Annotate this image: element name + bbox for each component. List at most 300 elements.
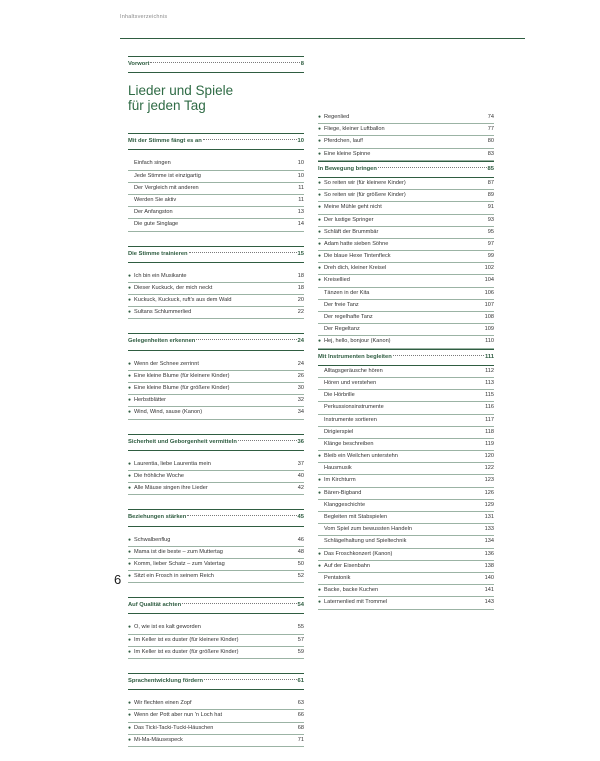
toc-entry[interactable]: [128, 459, 304, 471]
bullet-icon: ●: [318, 599, 322, 606]
bullet-icon: ●: [318, 126, 322, 133]
toc-entry[interactable]: [318, 390, 494, 402]
toc-section: [128, 509, 304, 583]
toc-section-heading[interactable]: [128, 600, 304, 611]
toc-entry-page: 8: [300, 61, 304, 67]
toc-entry-label: Mit Instrumenten begleiten: [318, 353, 392, 360]
toc-entry-page: 87: [487, 179, 494, 186]
toc-entry[interactable]: [318, 585, 494, 597]
bullet-icon: ●: [128, 372, 132, 379]
toc-entry-label: Tänzen in der Kita: [324, 289, 370, 296]
bullet-icon: ●: [318, 240, 322, 247]
vorwort-box: [128, 56, 304, 73]
toc-entry-label: Alltagsgeräusche hören: [324, 367, 383, 374]
toc-entry-label: Sicherheit und Geborgenheit vermitteln: [128, 438, 237, 445]
toc-entry-page: 63: [297, 700, 304, 707]
toc-entry-label: Bären-Bigband: [324, 489, 362, 496]
toc-entry[interactable]: [128, 483, 304, 495]
toc-entry[interactable]: [128, 383, 304, 395]
toc-entry-page: 80: [487, 138, 494, 145]
toc-entry-page: 68: [297, 724, 304, 731]
toc-entry-label: Dieser Kuckuck, der mich neckt: [134, 284, 213, 291]
toc-entry-label: Eine kleine Blume (für größere Kinder): [134, 385, 230, 391]
right-sections: [318, 112, 494, 610]
toc-entry-page: 24: [297, 338, 304, 345]
dot-leader: [196, 339, 296, 340]
toc-entry[interactable]: [318, 336, 494, 348]
left-sections: [128, 133, 304, 747]
bullet-icon: ●: [128, 648, 132, 655]
toc-section-heading[interactable]: [318, 352, 494, 363]
toc-entry-page: 15: [297, 250, 304, 257]
toc-heading-box: [128, 333, 304, 350]
toc-entry[interactable]: [318, 124, 494, 136]
toc-entry-page: 48: [297, 548, 304, 555]
toc-entry[interactable]: [128, 698, 304, 710]
toc-entry-label: Die gute Singlage: [134, 221, 179, 228]
toc-entry-label: Dreh dich, kleiner Kreisel: [324, 265, 387, 272]
bullet-icon: ●: [128, 700, 132, 707]
toc-entry[interactable]: [128, 407, 304, 419]
toc-entry[interactable]: [318, 215, 494, 227]
header-rule: [120, 38, 525, 39]
toc-entry[interactable]: [128, 359, 304, 371]
dot-leader: [150, 62, 299, 63]
toc-entry-label: Sprachentwicklung fördern: [128, 678, 204, 684]
toc-entry[interactable]: [318, 488, 494, 500]
toc-entry[interactable]: [318, 524, 494, 536]
toc-entry[interactable]: [128, 535, 304, 547]
toc-section-heading[interactable]: [318, 164, 494, 175]
toc-entry-label: Meine Mühle geht nicht: [324, 204, 382, 211]
toc-entry[interactable]: [128, 723, 304, 735]
toc-entry-page: 131: [484, 514, 494, 520]
toc-entry-page: 50: [297, 560, 304, 567]
toc-entry[interactable]: [128, 635, 304, 647]
toc-entry-page: 55: [297, 624, 304, 631]
toc-section-heading[interactable]: [128, 676, 304, 687]
bullet-icon: ●: [318, 453, 322, 460]
toc-entry-label: Regenlied: [324, 114, 350, 120]
toc-entry-page: 116: [485, 404, 494, 411]
bullet-icon: ●: [128, 272, 132, 279]
toc-section: [128, 333, 304, 419]
toc-entry[interactable]: [318, 136, 494, 148]
bullet-icon: ●: [128, 409, 132, 416]
toc-entry[interactable]: [318, 439, 494, 451]
toc-entry-page: 136: [484, 550, 494, 557]
toc-entry-label: Wenn der Schnee zerrinnt: [134, 360, 199, 367]
toc-heading-box: [128, 673, 304, 690]
toc-entry-page: 37: [297, 460, 304, 467]
toc-entry-page: 85: [487, 165, 494, 172]
toc-entry[interactable]: [318, 463, 494, 475]
toc-entry-page: 11: [298, 184, 304, 191]
toc-entry-page: 30: [297, 385, 304, 391]
main-title-line-2: für jeden Tag: [128, 98, 206, 114]
toc-entry[interactable]: [318, 415, 494, 427]
toc-entry[interactable]: [128, 171, 304, 183]
toc-entry-page: 102: [484, 265, 494, 272]
bullet-icon: ●: [318, 477, 322, 484]
toc-entry[interactable]: [128, 710, 304, 722]
toc-entry[interactable]: [318, 561, 494, 573]
toc-entry[interactable]: [318, 378, 494, 390]
toc-entry-label: Laurentia, liebe Laurentia mein: [134, 460, 211, 467]
toc-entry-label: Das Ticki-Tacki-Tucki-Häuschen: [134, 724, 214, 731]
toc-entry-page: 42: [297, 485, 304, 492]
toc-entry-label: Der Vergleich mit anderen: [134, 184, 199, 191]
toc-left-column: [128, 56, 304, 761]
toc-entry-label: Werden Sie aktiv: [134, 196, 177, 203]
toc-entry-label: Wenn der Pott aber nun 'n Loch hat: [134, 712, 223, 719]
toc-entry-page: 20: [297, 297, 304, 304]
toc-entry-label: Kuckuck, Kuckuck, ruft's aus dem Wald: [134, 297, 232, 304]
toc-entry[interactable]: [318, 251, 494, 263]
toc-section-heading[interactable]: [128, 336, 304, 347]
toc-entry[interactable]: [318, 324, 494, 336]
toc-entry-page: 107: [484, 301, 494, 308]
toc-entry-label: Der lustige Springer: [324, 216, 374, 223]
toc-entry-label: In Bewegung bringen: [318, 165, 377, 172]
toc-entry-label: Mit der Stimme fängt es an: [128, 138, 202, 145]
toc-entry-page: 89: [487, 192, 494, 199]
bullet-icon: ●: [128, 297, 132, 304]
toc-entry[interactable]: [128, 395, 304, 407]
dot-leader: [378, 167, 487, 168]
toc-entry-label: Klänge beschreiben: [324, 440, 374, 447]
toc-entry-page: 99: [487, 253, 494, 260]
toc-entry[interactable]: [318, 475, 494, 487]
toc-entry[interactable]: [318, 366, 494, 378]
bullet-icon: ●: [318, 228, 322, 235]
bullet-icon: ●: [128, 397, 132, 404]
bullet-icon: ●: [128, 624, 132, 631]
toc-entry-page: 14: [297, 221, 304, 228]
toc-entry[interactable]: [318, 288, 494, 300]
toc-entry[interactable]: [318, 512, 494, 524]
toc-entry-page: 123: [484, 477, 494, 484]
toc-entry-page: 113: [485, 379, 494, 386]
toc-entry-page: 77: [487, 126, 494, 133]
toc-entry-page: 10: [297, 160, 304, 167]
toc-entry-label: Schläft der Brummbär: [324, 228, 379, 235]
toc-entry-label: Mama ist die beste – zum Muttertag: [134, 548, 223, 555]
toc-entry-label: Im Kirchturm: [324, 477, 356, 484]
toc-entry[interactable]: [318, 275, 494, 287]
toc-entry-page: 71: [297, 736, 304, 743]
bullet-icon: ●: [318, 114, 322, 120]
toc-entry[interactable]: [318, 239, 494, 251]
dot-leader: [204, 679, 296, 680]
toc-section: [318, 349, 494, 610]
bullet-icon: ●: [318, 216, 322, 223]
bullet-icon: ●: [128, 736, 132, 743]
dot-leader: [182, 603, 296, 604]
toc-entry[interactable]: [128, 271, 304, 283]
toc-entry-label: Adam hatte sieben Söhne: [324, 240, 389, 247]
main-title-line-1: Lieder und Spiele: [128, 83, 234, 99]
toc-entry[interactable]: [128, 307, 304, 319]
main-title: [128, 83, 304, 113]
toc-entry-label: Auf Qualität achten: [128, 602, 182, 609]
toc-entry-page: 108: [484, 314, 494, 320]
toc-entry-page: 32: [297, 397, 304, 404]
toc-entry-page: 74: [487, 114, 494, 120]
toc-entry-label: Mi-Ma-Mäusespeck: [134, 736, 183, 743]
toc-entry-page: 13: [297, 209, 304, 216]
bullet-icon: ●: [318, 204, 322, 211]
toc-entry[interactable]: [318, 190, 494, 202]
toc-entry-label: Instrumente sortieren: [324, 416, 377, 423]
bullet-icon: ●: [318, 179, 322, 186]
toc-entry[interactable]: [128, 183, 304, 195]
toc-heading-box: [128, 509, 304, 526]
toc-heading-box: [318, 349, 494, 366]
dot-leader: [187, 515, 296, 516]
toc-entry-label: Sitzt ein Frosch in seinem Reich: [134, 573, 214, 580]
toc-entry-page: 97: [487, 240, 494, 247]
toc-entry-label: Ich bin ein Musikante: [134, 272, 187, 279]
toc-entry[interactable]: [318, 500, 494, 512]
bullet-icon: ●: [318, 489, 322, 496]
bullet-icon: ●: [318, 550, 322, 557]
toc-entry[interactable]: [128, 471, 304, 483]
toc-section-heading[interactable]: [128, 136, 304, 147]
bullet-icon: ●: [128, 548, 132, 555]
bullet-icon: ●: [318, 277, 322, 284]
toc-entry-page: 26: [297, 372, 304, 379]
toc-entry-page: 126: [484, 489, 494, 496]
toc-entry-label: Begleiten mit Stabspielen: [324, 514, 388, 520]
toc-entry-label: Fliege, kleiner Luftballon: [324, 126, 385, 133]
toc-entry-label: Hej, hello, bonjour (Kanon): [324, 338, 391, 345]
toc-entry-label: Herbstblätter: [134, 397, 167, 404]
toc-entry-label: Die fröhliche Woche: [134, 472, 184, 479]
toc-entry[interactable]: [318, 202, 494, 214]
toc-entry-label: Der freie Tanz: [324, 301, 359, 308]
toc-entry[interactable]: [318, 312, 494, 324]
toc-entry-label: Klanggeschichte: [324, 501, 366, 508]
toc-entry[interactable]: [318, 149, 494, 161]
toc-entry[interactable]: [318, 402, 494, 414]
toc-entry-label: Wir flechten einen Zopf: [134, 700, 192, 707]
toc-entry-page: 110: [485, 338, 494, 345]
toc-heading-box: [128, 133, 304, 150]
toc-entry-label: Im Keller ist es duster (für größere Kinder): [134, 648, 239, 655]
bullet-icon: ●: [318, 562, 322, 569]
bullet-icon: ●: [128, 485, 132, 492]
toc-section: [318, 112, 494, 161]
bullet-icon: ●: [318, 150, 322, 157]
toc-entry-label: Der regelhafte Tanz: [324, 314, 373, 320]
toc-entry[interactable]: [128, 547, 304, 559]
toc-section: [128, 597, 304, 659]
toc-entry-label: Wind, Wind, sause (Kanon): [134, 409, 203, 416]
toc-entry-label: Perkussionsinstrumente: [324, 404, 384, 411]
bullet-icon: ●: [318, 338, 322, 345]
toc-entry[interactable]: [318, 573, 494, 585]
toc-entry-label: Die Stimme trainieren: [128, 250, 188, 257]
toc-entry-label: Schlägelhaltung und Spieltechnik: [324, 538, 407, 545]
bullet-icon: ●: [128, 284, 132, 291]
toc-entry-page: 112: [485, 367, 494, 374]
toc-entry-label: Komm, lieber Schatz – zum Vatertag: [134, 560, 225, 567]
toc-section-heading[interactable]: [128, 512, 304, 523]
bullet-icon: ●: [128, 573, 132, 580]
toc-right-column: [318, 112, 494, 610]
toc-entry-page: 46: [297, 536, 304, 543]
toc-entry[interactable]: [128, 647, 304, 659]
toc-entry[interactable]: [128, 571, 304, 583]
toc-entry-page: 138: [484, 562, 494, 569]
toc-entry-label: Das Froschkonzert (Kanon): [324, 550, 393, 557]
toc-entry[interactable]: [128, 622, 304, 634]
toc-entry-label: Jede Stimme ist einzigartig: [134, 172, 201, 179]
toc-section: [318, 161, 494, 349]
toc-entry-label: Gelegenheiten erkennen: [128, 338, 196, 345]
toc-entry-page: 57: [297, 636, 304, 643]
toc-entry[interactable]: [128, 207, 304, 219]
toc-entry-label: Auf der Eisenbahn: [324, 562, 371, 569]
bullet-icon: ●: [128, 560, 132, 567]
toc-entry-label: Pentatonik: [324, 574, 351, 581]
toc-entry[interactable]: [318, 549, 494, 561]
toc-entry-label: So reiten wir (für größere Kinder): [324, 192, 406, 199]
toc-entry-page: 117: [485, 416, 494, 423]
toc-entry-page: 18: [297, 272, 304, 279]
toc-entry-page: 11: [298, 196, 304, 203]
toc-entry-label: Beziehungen stärken: [128, 514, 187, 521]
toc-entry-label: Die blaue Hexe Tintenfleck: [324, 253, 391, 260]
toc-entry-page: 106: [484, 289, 494, 296]
toc-entry-vorwort[interactable]: [128, 59, 304, 70]
toc-entry-page: 115: [485, 392, 494, 399]
toc-entry-label: Sultans Schlummerlied: [134, 309, 192, 316]
toc-entry-label: Im Keller ist es duster (für kleinere Kinder): [134, 636, 239, 643]
toc-entry-page: 104: [484, 277, 494, 284]
toc-entry-page: 61: [297, 678, 304, 684]
toc-entry-page: 122: [484, 465, 494, 472]
toc-entry[interactable]: [128, 219, 304, 231]
toc-entry-label: So reiten wir (für kleinere Kinder): [324, 179, 406, 186]
toc-entry[interactable]: [318, 112, 494, 124]
toc-entry-page: 133: [484, 526, 494, 533]
toc-heading-box: [318, 161, 494, 178]
bullet-icon: ●: [318, 253, 322, 260]
toc-entry-label: Schwalbenflug: [134, 536, 171, 543]
toc-entry[interactable]: [318, 300, 494, 312]
page-number: 6: [114, 572, 122, 587]
toc-entry-label: Hausmusik: [324, 465, 352, 472]
toc-entry-label: Dirigierspiel: [324, 428, 354, 435]
bullet-icon: ●: [318, 138, 322, 145]
toc-entry-page: 109: [484, 326, 494, 333]
bullet-icon: ●: [128, 536, 132, 543]
bullet-icon: ●: [128, 460, 132, 467]
toc-entry-label: Der Regeltanz: [324, 326, 360, 333]
bullet-icon: ●: [128, 472, 132, 479]
toc-entry-page: 40: [297, 472, 304, 479]
toc-entry-label: Der Anfangston: [134, 209, 173, 216]
toc-entry-page: 95: [487, 228, 494, 235]
toc-entry-page: 118: [485, 428, 494, 435]
toc-entry[interactable]: [128, 735, 304, 747]
toc-section: [128, 673, 304, 747]
toc-entry[interactable]: [318, 597, 494, 609]
dot-leader: [393, 355, 484, 356]
toc-entry[interactable]: [128, 295, 304, 307]
toc-entry[interactable]: [128, 195, 304, 207]
toc-entry-page: 45: [297, 514, 304, 521]
toc-entry-label: Pferdchen, lauf!: [324, 138, 364, 145]
toc-entry[interactable]: [128, 158, 304, 170]
toc-entry-page: 59: [297, 648, 304, 655]
bullet-icon: ●: [318, 587, 322, 594]
toc-entry-page: 52: [297, 573, 304, 580]
toc-entry[interactable]: [128, 371, 304, 383]
toc-entry-page: 119: [485, 440, 494, 447]
toc-entry-page: 54: [297, 602, 304, 609]
toc-entry-page: 91: [487, 204, 494, 211]
toc-entry-label: Alle Mäuse singen ihre Lieder: [134, 485, 208, 492]
toc-section: [128, 133, 304, 231]
toc-entry-page: 140: [484, 574, 494, 581]
dot-leader: [189, 252, 297, 253]
toc-entry-label: Vom Spiel zum bewussten Handeln: [324, 526, 412, 533]
toc-entry-page: 66: [297, 712, 304, 719]
toc-entry-page: 10: [297, 138, 304, 145]
bullet-icon: ●: [128, 712, 132, 719]
toc-entry[interactable]: [318, 536, 494, 548]
bullet-icon: ●: [128, 360, 132, 367]
bullet-icon: ●: [128, 385, 132, 391]
toc-entry-label: Eine kleine Blume (für kleinere Kinder): [134, 372, 230, 379]
toc-section-heading[interactable]: [128, 249, 304, 260]
toc-heading-box: [128, 434, 304, 451]
toc-heading-box: [128, 246, 304, 263]
toc-entry-label: Vorwort: [128, 61, 150, 67]
toc-section: [128, 246, 304, 320]
toc-entry[interactable]: [318, 427, 494, 439]
toc-entry-label: Backe, backe Kuchen: [324, 587, 379, 594]
toc-section-heading[interactable]: [128, 437, 304, 448]
toc-entry-page: 24: [297, 360, 304, 367]
toc-entry-page: 111: [484, 353, 494, 360]
toc-entry-page: 10: [297, 172, 304, 179]
toc-entry-label: O, wie ist es kalt geworden: [134, 624, 201, 631]
toc-entry[interactable]: [318, 178, 494, 190]
bullet-icon: ●: [128, 724, 132, 731]
toc-entry-page: 36: [297, 438, 304, 445]
bullet-icon: ●: [318, 265, 322, 272]
toc-entry-label: Die Hörbrille: [324, 392, 355, 399]
toc-entry-page: 120: [484, 453, 494, 460]
toc-entry-page: 22: [297, 309, 304, 316]
toc-entry-page: 134: [484, 538, 494, 545]
toc-entry[interactable]: [128, 283, 304, 295]
toc-entry-label: Bleib ein Weilchen unterstehn: [324, 453, 398, 460]
toc-entry[interactable]: [318, 227, 494, 239]
toc-entry-page: 34: [297, 409, 304, 416]
toc-entry-label: Kreisellied: [324, 277, 350, 284]
toc-entry-label: Laternenlied mit Trommel: [324, 599, 388, 606]
bullet-icon: ●: [128, 636, 132, 643]
toc-entry[interactable]: [128, 559, 304, 571]
toc-entry[interactable]: [318, 451, 494, 463]
toc-entry[interactable]: [318, 263, 494, 275]
toc-section: [128, 434, 304, 496]
